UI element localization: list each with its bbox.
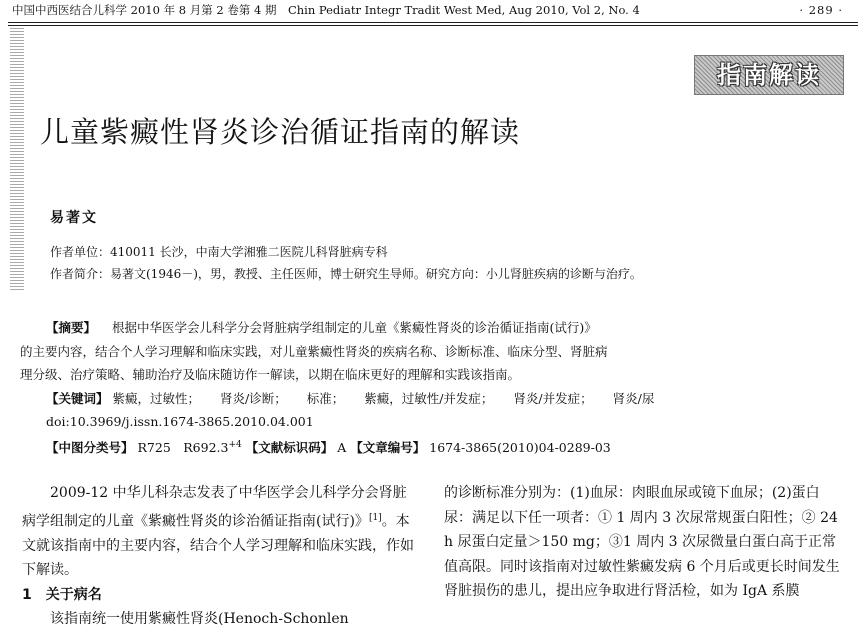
page-number: · 289 · — [799, 3, 843, 17]
doc-code-label: 【文献标识码】 — [245, 439, 334, 455]
abstract-line-1 — [20, 316, 740, 340]
abstract-text-1: 根据中华医学会儿科学分会肾脏病学组制定的儿童《紫癜性肾炎的诊治循证指南(试行)》 — [112, 320, 597, 335]
author-name: 易著文 — [50, 210, 98, 226]
keyword-1: 紫癜，过敏性； — [112, 390, 201, 406]
body-column-left — [22, 481, 420, 632]
author-affiliation: 作者单位：410011 长沙，中南大学湘雅二医院儿科肾脏病专科 — [50, 245, 388, 259]
paragraph-1-text-b: 。本文就该指南中的主要内容，结合个人学习理解和临床实践，作如下解读。 — [22, 513, 414, 579]
journal-citation: 中国中西医结合儿科学 2010 年 8 月第 2 卷第 4 期 Chin Pediatr Integr Tradit West Med, Aug 2010, Vol 2, No. 4 — [12, 3, 640, 17]
clc-value: R725 R692.3 — [137, 439, 229, 455]
body-paragraph-right: 的诊断标准分别为：(1)血尿：肉眼血尿或镜下血尿；(2)蛋白尿：满足以下任一项者：① 1 周内 3 次尿常规蛋白阳性；② 24 h 尿蛋白定量＞150 mg；③1 周内 3 次尿微量白蛋白高于正常值高限。同时该指南对过敏性紫癜发病 6 个月后或更长时间发生肾脏损伤的患儿，提出应争取进行肾活检，如为 IgA 系膜 — [444, 485, 840, 599]
running-header — [0, 0, 861, 24]
header-rule-top — [8, 22, 858, 23]
clc-superscript: +4 — [228, 439, 242, 450]
abstract-label: 【摘要】 — [46, 320, 97, 335]
doi: doi:10.3969/j.issn.1674-3865.2010.04.001 — [46, 414, 314, 429]
keyword-2: 肾炎/诊断； — [220, 390, 287, 406]
keyword-5: 肾炎/并发症； — [513, 390, 593, 406]
keywords-label: 【关键词】 — [46, 390, 109, 406]
section-badge-label: 指南解读 — [717, 61, 821, 89]
body-paragraph-2: 该指南统一使用紫癜性肾炎(Henoch-Schonlen — [50, 611, 349, 628]
author-bio: 作者简介：易著文(1946－)，男，教授、主任医师，博士研究生导师。研究方向：小儿肾脏疾病的诊断与治疗。 — [50, 267, 642, 281]
section-heading-1: 1 关于病名 — [22, 586, 102, 603]
paragraph-1-text-a: 2009-12 中华儿科杂志发表了中华医学会儿科学分会肾脏病学组制定的儿童《紫癜性肾炎的诊治循证指南(试行)》 — [22, 485, 407, 530]
section-badge — [694, 55, 844, 95]
keyword-3: 标准； — [306, 390, 345, 406]
citation-ref-1: [1] — [368, 512, 382, 523]
keyword-6: 肾炎/尿 — [612, 390, 655, 406]
header-rule-bottom — [8, 25, 858, 26]
keyword-4: 紫癜，过敏性/并发症； — [364, 390, 494, 406]
abstract-block — [20, 316, 740, 459]
keywords-line — [20, 387, 740, 411]
article-number-value: 1674-3865(2010)04-0289-03 — [429, 439, 611, 455]
side-margin-pattern — [10, 26, 24, 290]
body-column-right — [444, 481, 842, 604]
doc-code-value: A — [337, 439, 347, 455]
article-number-label: 【文章编号】 — [350, 439, 426, 455]
abstract-line-2: 的主要内容，结合个人学习理解和临床实践，对儿童紫癜性肾炎的疾病名称、诊断标准、临床分型、肾脏病 — [20, 343, 608, 359]
clc-label: 【中图分类号】 — [46, 439, 134, 455]
article-title: 儿童紫癜性肾炎诊治循证指南的解读 — [40, 115, 521, 149]
classification-line — [20, 434, 740, 460]
abstract-line-3: 理分级、治疗策略、辅助治疗及临床随访作一解读，以期在临床更好的理解和实践该指南。 — [20, 367, 521, 382]
body-paragraph-1 — [22, 481, 420, 583]
